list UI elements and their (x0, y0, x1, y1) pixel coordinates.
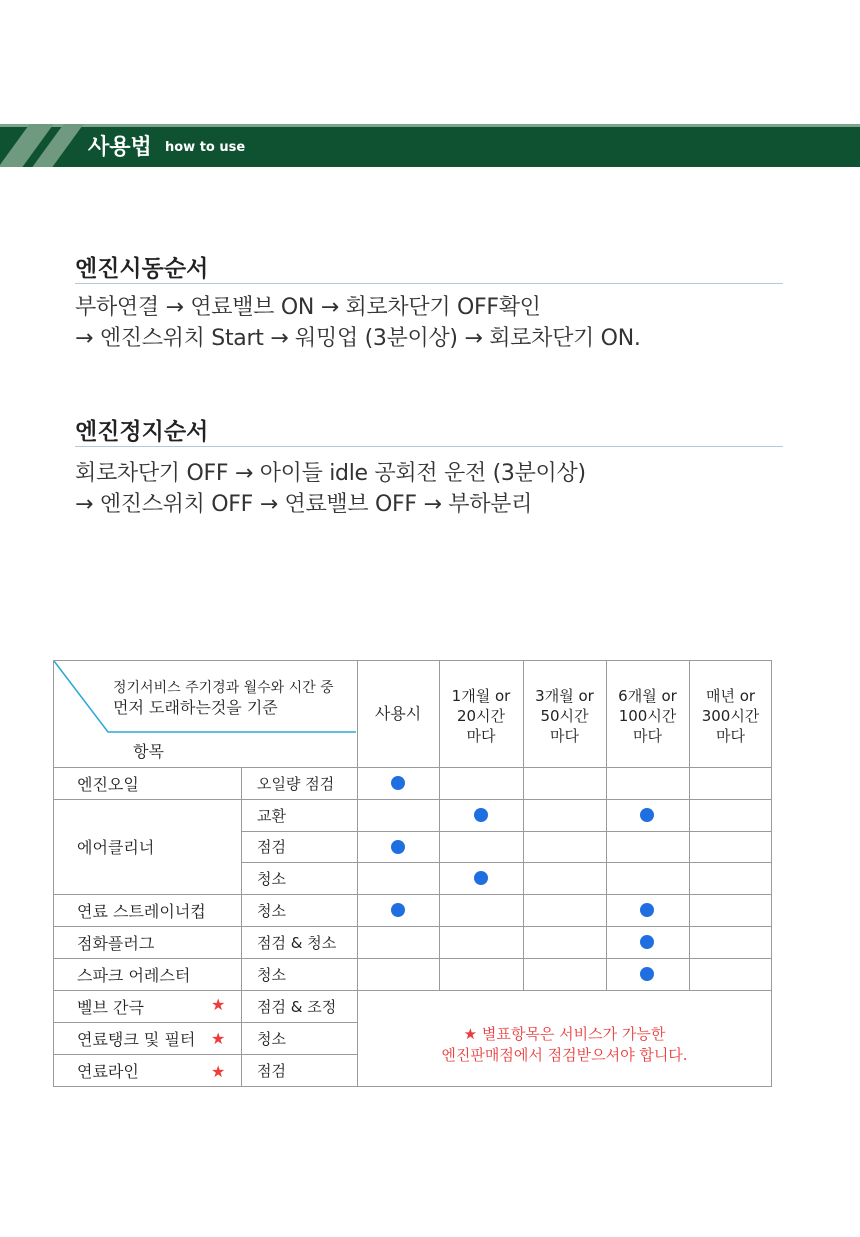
col-header-1month (439, 686, 523, 746)
task-air-cleaner-clean: 청소 (257, 869, 286, 888)
col-header-1month-line-3: 마다 (466, 727, 496, 745)
stop-section-divider (75, 446, 783, 447)
schedule-dot-r0-c0 (391, 776, 405, 790)
col-header-yearly-line-1: 매년 or (705, 687, 756, 705)
grid-line (53, 1086, 772, 1087)
col-header-3month-line-2: 50시간 (540, 707, 589, 725)
col-header-6month (606, 686, 689, 746)
grid-line (439, 660, 440, 990)
corner-criteria-line-2: 먼저 도래하는것을 기준 (113, 698, 278, 717)
grid-line (606, 660, 607, 990)
grid-line (53, 1054, 357, 1055)
grid-line (53, 926, 772, 927)
task-spark-plug-check-clean: 점검 & 청소 (257, 933, 337, 952)
start-section-title: 엔진시동순서 (75, 256, 209, 282)
grid-line (357, 660, 358, 1086)
schedule-dot-r4-c0 (391, 903, 405, 917)
col-header-3month-line-3: 마다 (550, 727, 579, 745)
task-strainer-clean: 청소 (257, 901, 286, 920)
stop-section-line-2: → 엔진스위치 OFF → 연료밸브 OFF → 부하분리 (75, 492, 533, 517)
col-header-3month (523, 686, 606, 746)
item-spark-arrester: 스파크 어레스터 (77, 965, 191, 985)
grid-line (53, 799, 772, 800)
header-title: 사용법 (88, 135, 152, 160)
schedule-dot-r2-c0 (391, 840, 405, 854)
schedule-dot-r5-c3 (640, 935, 654, 949)
schedule-dot-r4-c3 (640, 903, 654, 917)
schedule-dot-r3-c1 (474, 871, 488, 885)
grid-line (53, 660, 54, 1086)
item-fuel-line: 연료라인 (77, 1061, 139, 1081)
stop-section-line-1: 회로차단기 OFF → 아이들 idle 공회전 운전 (3분이상) (75, 461, 586, 486)
item-fuel-strainer-cup: 연료 스트레이너컵 (77, 901, 206, 921)
grid-line (53, 1022, 357, 1023)
star-valve-clearance: ★ (211, 995, 226, 1014)
stop-section-title: 엔진정지순서 (75, 419, 209, 445)
star-fuel-line: ★ (211, 1062, 226, 1081)
col-header-on-use: 사용시 (374, 704, 422, 723)
schedule-dot-r1-c3 (640, 808, 654, 822)
corner-criteria-line-1: 정기서비스 주기경과 월수와 시간 중 (113, 680, 334, 696)
col-header-3month-line-1: 3개월 or (535, 687, 594, 705)
grid-line (53, 958, 772, 959)
start-section-line-1: 부하연결 → 연료밸브 ON → 회로차단기 OFF확인 (75, 295, 541, 320)
task-air-cleaner-check: 점검 (257, 838, 286, 856)
task-spark-arrester-clean: 청소 (257, 965, 286, 984)
start-section-line-2: → 엔진스위치 Start → 워밍업 (3분이상) → 회로차단기 ON. (75, 326, 641, 351)
start-section-divider (75, 283, 783, 284)
grid-line (53, 660, 772, 661)
schedule-dot-r6-c3 (640, 967, 654, 981)
grid-line (53, 990, 772, 991)
col-header-6month-line-1: 6개월 or (618, 687, 677, 705)
header-subtitle: how to use (165, 140, 246, 155)
grid-line (771, 660, 772, 1086)
task-engine-oil-check: 오일량 점검 (257, 774, 335, 793)
item-spark-plug: 점화플러그 (77, 933, 155, 953)
item-engine-oil: 엔진오일 (77, 774, 139, 794)
task-air-cleaner-replace: 교환 (257, 806, 286, 825)
grid-line (53, 767, 772, 768)
col-header-6month-line-3: 마다 (633, 727, 662, 745)
grid-line (689, 660, 690, 990)
grid-line (523, 660, 524, 990)
grid-line (241, 831, 772, 832)
star-note-line-1: ★ 별표항목은 서비스가 가능한 (463, 1025, 666, 1043)
col-header-yearly-line-2: 300시간 (701, 707, 760, 725)
corner-item-label: 항목 (133, 742, 164, 761)
col-header-1month-line-1: 1개월 or (451, 687, 511, 705)
item-air-cleaner: 에어클리너 (77, 838, 155, 857)
section-header-band (0, 124, 860, 167)
star-fuel-tank-filter: ★ (211, 1029, 226, 1048)
col-header-6month-line-2: 100시간 (618, 707, 677, 725)
col-header-yearly (689, 686, 772, 746)
col-header-1month-line-2: 20시간 (456, 707, 506, 725)
star-note-line-2: 엔진판매점에서 점검받으셔야 합니다. (441, 1046, 688, 1064)
grid-line (241, 862, 772, 863)
grid-line (53, 894, 772, 895)
item-valve-clearance: 벨브 간극 (77, 997, 144, 1017)
item-fuel-tank-filter: 연료탱크 및 필터 (77, 1029, 196, 1049)
task-valve-check-adjust: 점검 & 조정 (257, 997, 337, 1016)
col-header-yearly-line-3: 마다 (716, 727, 745, 745)
task-fuel-line-check: 점검 (257, 1061, 286, 1080)
grid-line (241, 767, 242, 1086)
task-fuel-tank-clean: 청소 (257, 1029, 286, 1048)
schedule-dot-r1-c1 (474, 808, 488, 822)
header-top-line (0, 124, 860, 127)
